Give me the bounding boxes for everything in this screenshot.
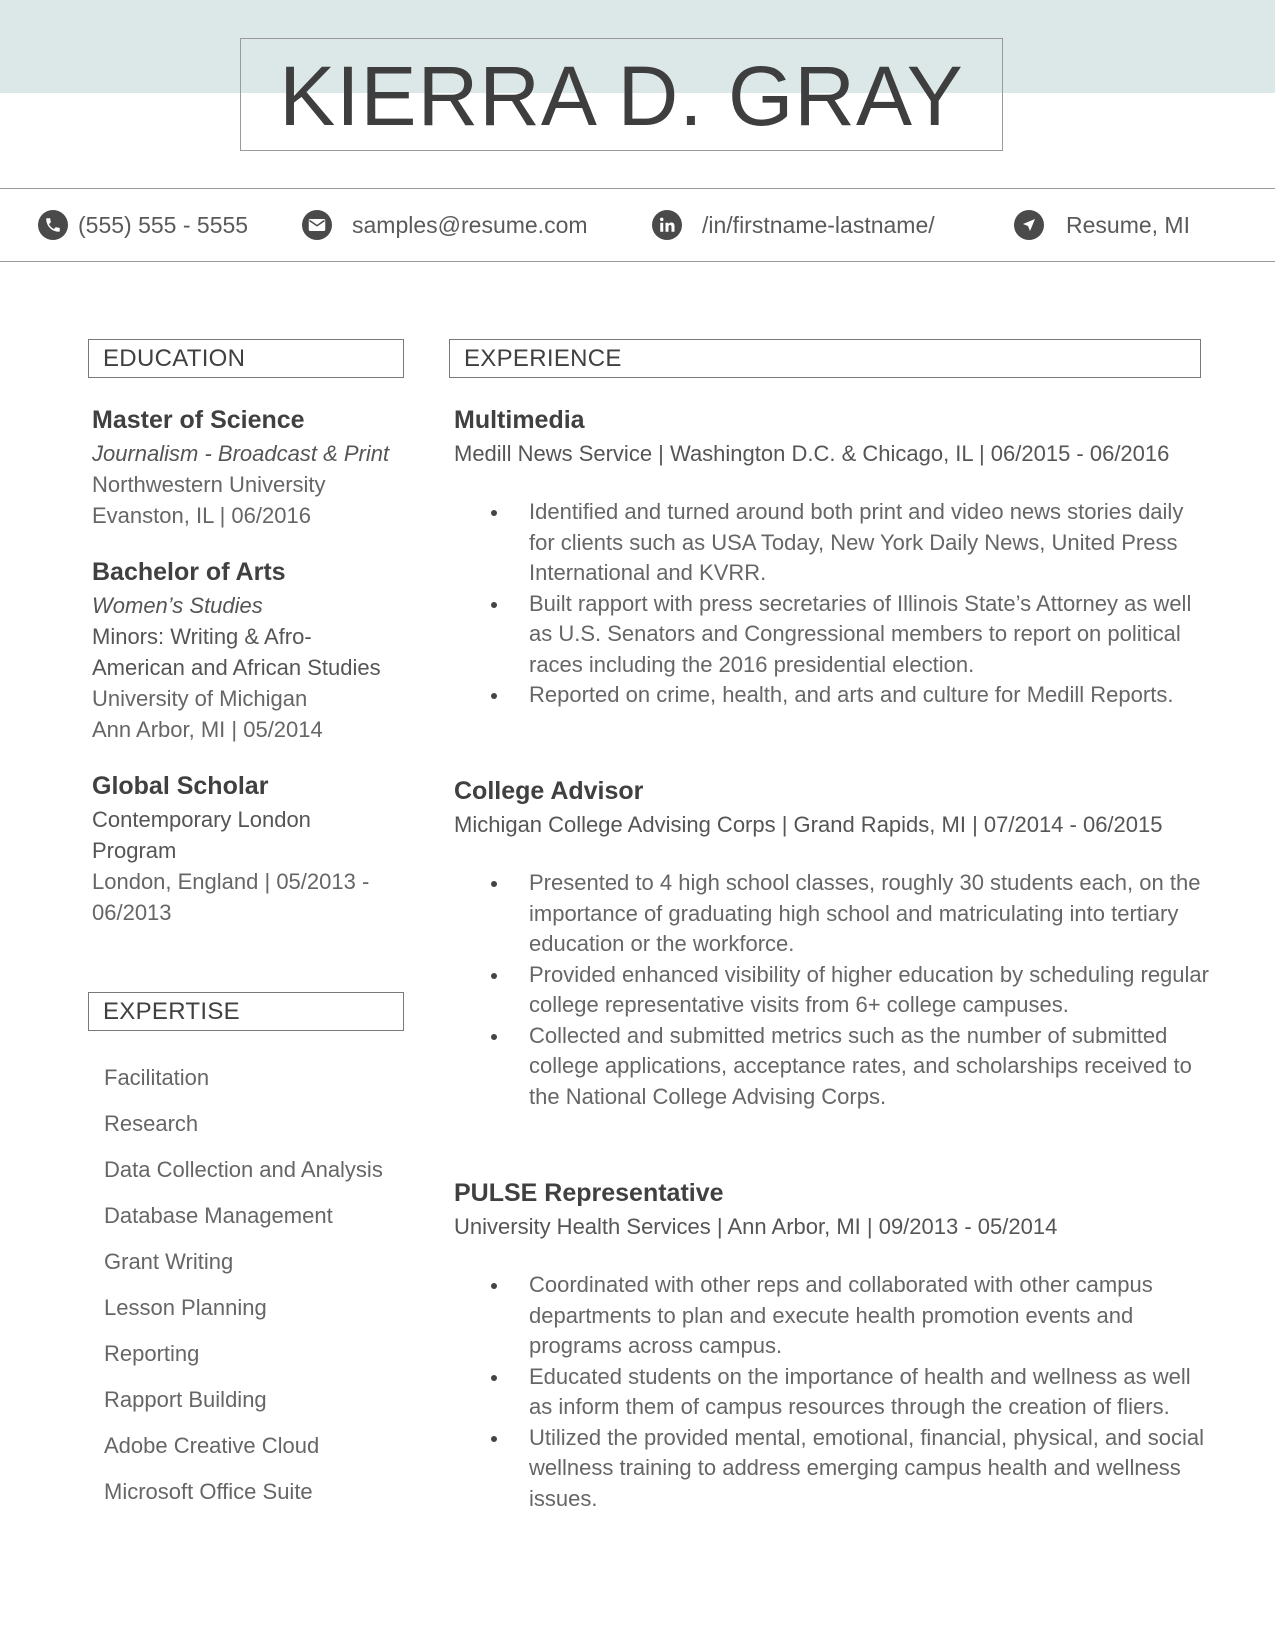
linkedin-icon [652, 210, 682, 240]
bullet-dot [491, 881, 497, 887]
school-place-date: Evanston, IL | 06/2016 [92, 503, 311, 528]
degree-title: Bachelor of Arts [92, 558, 286, 586]
school-name: Northwestern University [92, 472, 326, 497]
school-place-date: London, England | 05/2013 - [92, 869, 370, 894]
bullet-dot [491, 1436, 497, 1442]
list-item [454, 1362, 1214, 1423]
phone-text: (555) 555 - 5555 [78, 211, 249, 238]
job-bullets [454, 868, 1214, 1112]
job-title: PULSE Representative [454, 1179, 724, 1207]
job-subtitle: University Health Services | Ann Arbor, MI | 09/2013 - 05/2014 [454, 1214, 1058, 1239]
phone-icon [38, 210, 68, 240]
list-item [454, 1423, 1214, 1515]
list-item [454, 868, 1214, 960]
job-entry [454, 402, 1214, 711]
bullet-text: Built rapport with press secretaries of Illinois State’s Attorney as well as U.S. Senators and Congressional members to report on political races including the 2016 presidential election. [529, 590, 1192, 677]
list-item: Grant Writing [104, 1249, 234, 1274]
school-place-date: Ann Arbor, MI | 05/2014 [92, 717, 323, 742]
list-item: Rapport Building [104, 1387, 267, 1412]
program-name: Program [92, 838, 177, 863]
mail-icon [302, 210, 332, 240]
list-item [454, 497, 1214, 589]
bullet-text: Educated students on the importance of health and wellness as well as inform them of campus resources through the creation of fliers. [529, 1363, 1191, 1419]
location-arrow-icon [1014, 210, 1044, 240]
location-text: Resume, MI [1066, 211, 1190, 238]
bullet-dot [491, 1034, 497, 1040]
bullet-dot [491, 693, 497, 699]
bullet-text: Presented to 4 high school classes, roughly 30 students each, on the importance of graduating high school and matriculating into tertiary education or the workforce. [529, 870, 1201, 956]
list-item: Reporting [104, 1341, 200, 1366]
job-bullets [454, 497, 1214, 711]
program-name: Contemporary London [92, 807, 311, 832]
bullet-dot [491, 602, 497, 608]
job-entry [454, 773, 1214, 1112]
linkedin-text[interactable]: /in/firstname-lastname/ [702, 211, 935, 238]
expertise-header: EXPERTISE [88, 992, 404, 1031]
degree-field: Journalism - Broadcast & Print [92, 441, 390, 466]
list-item: Research [104, 1111, 199, 1136]
school-place-date: 06/2013 [92, 900, 172, 925]
bullet-text: Identified and turned around both print and video news stories daily for clients such as USA Today, New York Daily News, United Press International and KVRR. [529, 499, 1184, 585]
bullet-text: Collected and submitted metrics such as the number of submitted college applications, acceptance rates, and scholarships received to the National College Advising Corps. [529, 1022, 1192, 1109]
job-subtitle: Michigan College Advising Corps | Grand Rapids, MI | 07/2014 - 06/2015 [454, 812, 1163, 837]
contact-linkedin [652, 189, 935, 261]
candidate-name: KIERRA D. GRAY [279, 48, 964, 143]
education-list [92, 402, 412, 951]
bullet-text: Provided enhanced visibility of higher education by scheduling regular college representative visits from 6+ college campuses. [529, 961, 1209, 1017]
education-entry [92, 402, 412, 531]
expertise-list [92, 1055, 412, 1515]
experience-header: EXPERIENCE [449, 339, 1201, 378]
bullet-text: Utilized the provided mental, emotional, financial, physical, and social wellness training to address emerging campus health and wellness issues. [529, 1424, 1205, 1511]
contact-bar [0, 188, 1275, 262]
name-box [240, 38, 1003, 151]
degree-field: Women’s Studies [92, 593, 263, 618]
list-item [454, 680, 1214, 711]
bullet-dot [491, 1283, 497, 1289]
list-item: Database Management [104, 1203, 333, 1228]
education-entry [92, 768, 412, 928]
list-item [454, 1021, 1214, 1113]
job-title: College Advisor [454, 777, 644, 805]
contact-email [302, 189, 588, 261]
contact-phone [38, 189, 248, 261]
bullet-dot [491, 973, 497, 979]
list-item: Facilitation [104, 1065, 210, 1090]
list-item [454, 589, 1214, 681]
degree-minor: Minors: Writing & Afro- [92, 624, 312, 649]
list-item [454, 1270, 1214, 1362]
degree-title: Global Scholar [92, 772, 269, 800]
email-text[interactable]: samples@resume.com [352, 211, 588, 238]
list-item [454, 960, 1214, 1021]
bullet-text: Coordinated with other reps and collaborated with other campus departments to plan and execute health promotion events and programs across campus. [529, 1272, 1153, 1358]
degree-title: Master of Science [92, 406, 305, 434]
bullet-text: Reported on crime, health, and arts and culture for Medill Reports. [529, 682, 1174, 707]
school-name: University of Michigan [92, 686, 308, 711]
degree-minor: American and African Studies [92, 655, 381, 680]
contact-location [1014, 189, 1190, 261]
list-item: Adobe Creative Cloud [104, 1433, 320, 1458]
education-entry [92, 554, 412, 745]
list-item: Lesson Planning [104, 1295, 267, 1320]
list-item: Microsoft Office Suite [104, 1479, 313, 1504]
job-bullets [454, 1270, 1214, 1514]
job-title: Multimedia [454, 406, 585, 434]
education-header: EDUCATION [88, 339, 404, 378]
job-entry [454, 1175, 1214, 1514]
job-subtitle: Medill News Service | Washington D.C. & Chicago, IL | 06/2015 - 06/2016 [454, 441, 1170, 466]
bullet-dot [491, 1375, 497, 1381]
bullet-dot [491, 510, 497, 516]
list-item: Data Collection and Analysis [104, 1157, 383, 1182]
